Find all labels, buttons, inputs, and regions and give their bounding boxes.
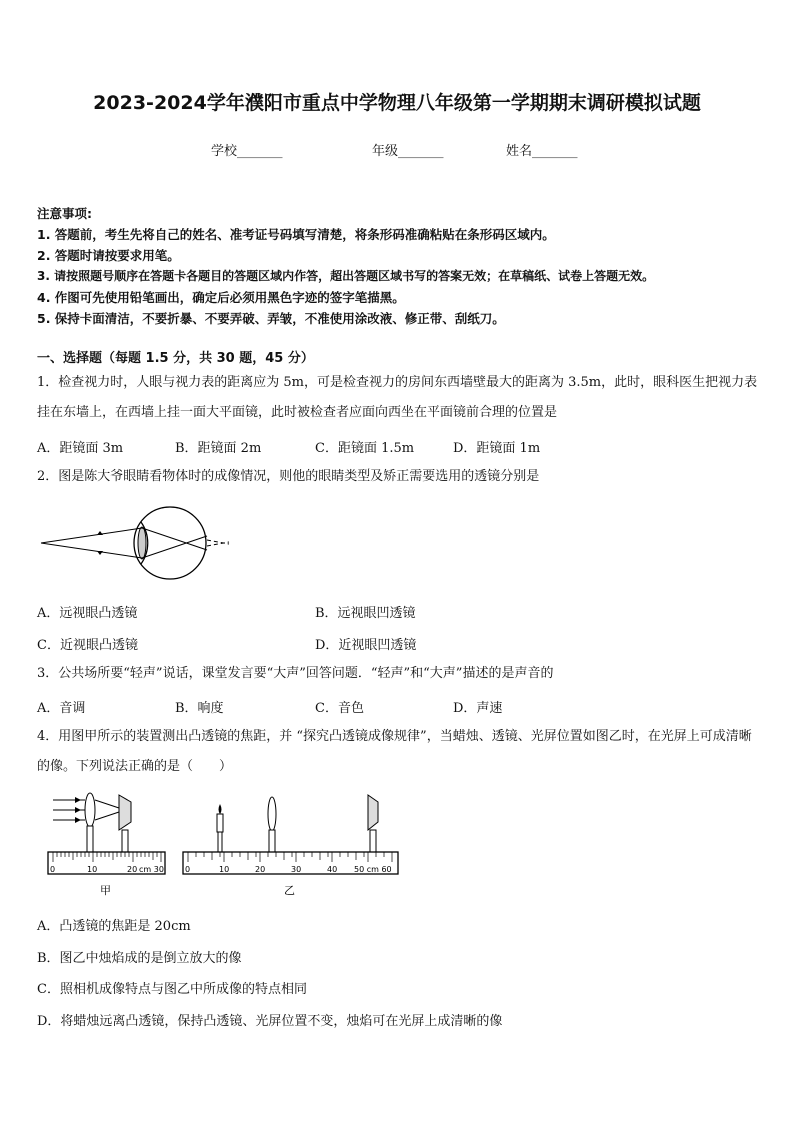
- notes-heading: 注意事项:: [37, 206, 92, 221]
- ruler-label: 10: [87, 865, 98, 874]
- q3-option-d[interactable]: D．声速: [453, 701, 503, 716]
- notes-item: 5. 保持卡面清洁，不要折暴、不要弄破、弄皱，不准使用涂改液、修正带、刮纸刀。: [37, 311, 505, 326]
- name-field[interactable]: 姓名_______: [506, 144, 578, 159]
- q2-option-d[interactable]: D．近视眼凹透镜: [315, 638, 417, 653]
- figure-label-yi: 乙: [284, 884, 295, 897]
- lens-apparatus-figure-jia: [45, 790, 170, 900]
- ruler-label: cm 30: [139, 865, 164, 874]
- q2-option-a[interactable]: A．远视眼凸透镜: [37, 606, 138, 621]
- q1-option-b[interactable]: B．距镜面 2m: [175, 441, 262, 456]
- question-3-text: 3．公共场所要“轻声”说话，课堂发言要“大声”回答问题．“轻声”和“大声”描述的是声音的: [37, 666, 554, 681]
- notes-item: 2. 答题时请按要求用笔。: [37, 248, 180, 263]
- school-field[interactable]: 学校_______: [211, 144, 283, 159]
- ruler-label: 40: [327, 865, 338, 874]
- question-4-text: 4．用图甲所示的装置测出凸透镜的焦距，并 “探究凸透镜成像规律”，当蜡烛、透镜、光屏位置如图乙时，在光屏上可成清晰的像。下列说法正确的是（ ）: [37, 729, 752, 774]
- grade-field[interactable]: 年级_______: [372, 144, 444, 159]
- q3-option-a[interactable]: A．音调: [37, 701, 86, 716]
- notes-item: 3. 请按照题号顺序在答题卡各题目的答题区域内作答，超出答题区域书写的答案无效；在草稿纸、试卷上答题无效。: [37, 269, 655, 283]
- ruler-label: 10: [219, 865, 230, 874]
- ruler-label: 20: [255, 865, 266, 874]
- ruler-label: 0: [185, 865, 191, 874]
- q1-option-d[interactable]: D．距镜面 1m: [453, 441, 541, 456]
- q4-option-c[interactable]: C．照相机成像特点与图乙中所成像的特点相同: [37, 982, 307, 997]
- ruler-label: 20: [127, 865, 138, 874]
- ruler-label: 30: [291, 865, 302, 874]
- lens-apparatus-figure-yi: [180, 790, 402, 900]
- q3-option-b[interactable]: B．响度: [175, 701, 224, 716]
- figure-label-jia: 甲: [100, 884, 111, 897]
- page-title: 2023-2024学年濮阳市重点中学物理八年级第一学期期末调研模拟试题: [93, 92, 701, 114]
- section-heading: 一、选择题（每题 1.5 分，共 30 题，45 分）: [37, 351, 314, 366]
- notes-item: 4. 作图可先使用铅笔画出，确定后必须用黑色字迹的签字笔描黑。: [37, 290, 405, 305]
- eye-diagram: [37, 500, 237, 590]
- q1-option-a[interactable]: A．距镜面 3m: [37, 441, 124, 456]
- q4-option-a[interactable]: A．凸透镜的焦距是 20cm: [37, 919, 191, 934]
- q4-option-d[interactable]: D．将蜡烛远离凸透镜，保持凸透镜、光屏位置不变，烛焰可在光屏上成清晰的像: [37, 1014, 503, 1029]
- q3-option-c[interactable]: C．音色: [315, 701, 364, 716]
- question-2-text: 2．图是陈大爷眼睛看物体时的成像情况，则他的眼睛类型及矫正需要选用的透镜分别是: [37, 469, 540, 484]
- q4-option-b[interactable]: B．图乙中烛焰成的是倒立放大的像: [37, 951, 242, 966]
- ruler-label: 50 cm 60: [354, 865, 392, 874]
- q1-option-c[interactable]: C．距镜面 1.5m: [315, 441, 415, 456]
- question-1-text: 1．检查视力时，人眼与视力表的距离应为 5m，可是检查视力的房间东西墙壁最大的距离为 3.5m，此时，眼科医生把视力表挂在东墙上，在西墙上挂一面大平面镜，此时被检查者应面向西坐在平面镜前合理的位置是: [37, 375, 758, 420]
- ruler-label: 0: [50, 865, 56, 874]
- q2-option-c[interactable]: C．近视眼凸透镜: [37, 638, 138, 653]
- notes-item: 1. 答题前，考生先将自己的姓名、准考证号码填写清楚，将条形码准确粘贴在条形码区域内。: [37, 227, 555, 242]
- q2-option-b[interactable]: B．远视眼凹透镜: [315, 606, 416, 621]
- notes-block: [37, 203, 767, 329]
